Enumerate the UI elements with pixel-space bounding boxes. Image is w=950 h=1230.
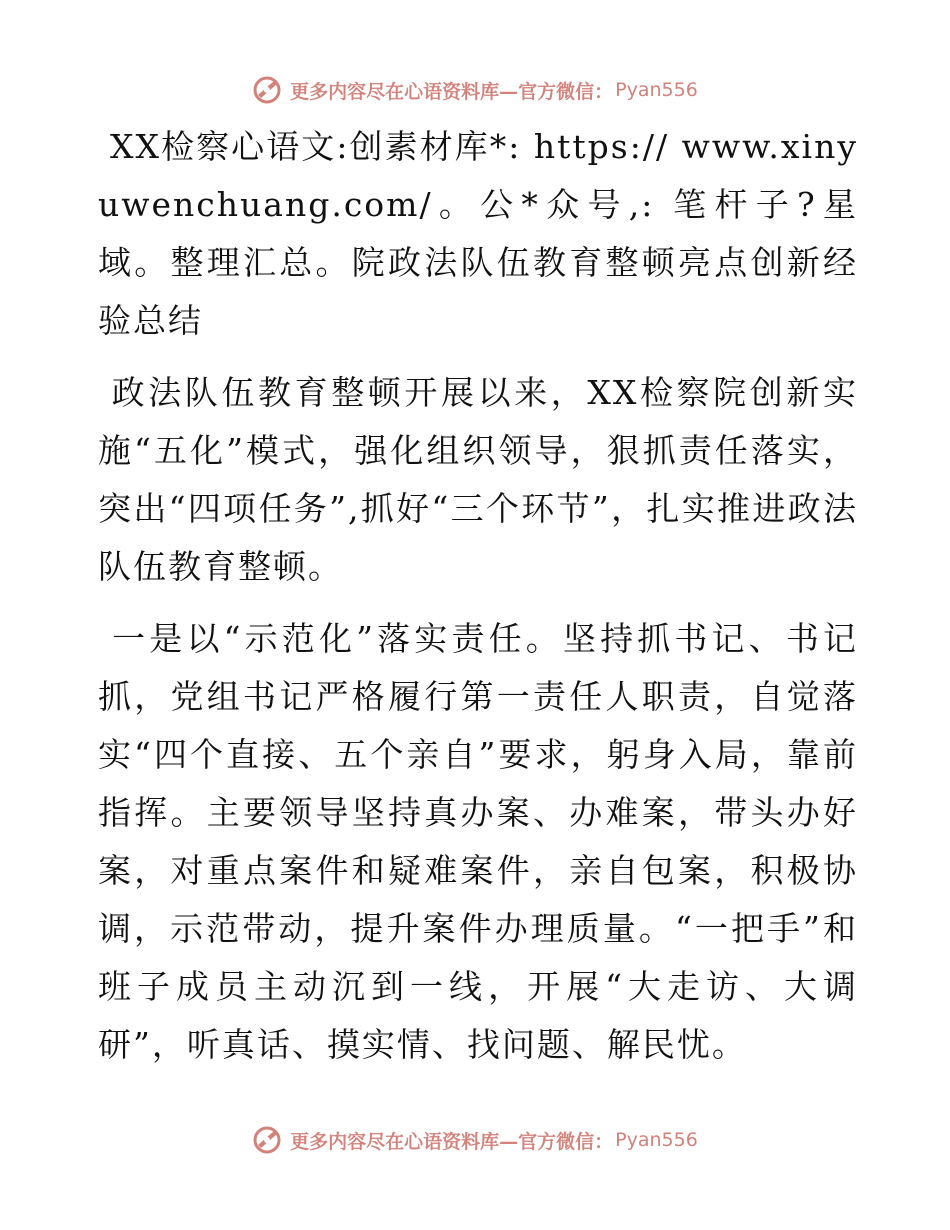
paragraph-overview [98,364,858,596]
paragraph-point-one [98,610,858,1074]
brand-logo-icon [252,1125,282,1155]
brand-logo-icon [252,75,282,105]
watermark-text: 更多内容尽在心语资料库—官方微信： [290,80,614,103]
footer-watermark [0,1120,950,1160]
paragraph-intro [98,118,858,350]
watermark-account: Pyan556 [615,1129,698,1151]
watermark-account: Pyan556 [615,79,698,101]
watermark-text: 更多内容尽在心语资料库—官方微信： [290,1130,614,1153]
document-body [98,118,858,1088]
header-watermark [0,70,950,110]
paragraph-overview-text: 政法队伍教育整顿开展以来，XX检察院创新实施“五化”模式，强化组织领导，狠抓责任落实，突出“四项任务”,抓好“三个环节”，扎实推进政法队伍教育整顿。 [98,373,858,586]
paragraph-intro-text: XX检察心语文:创素材库*: https:// www.xinyuwenchuang.com/。公*众号,: 笔杆子?星域。整理汇总。院政法队伍教育整顿亮点创新经验总结 [98,127,858,340]
paragraph-point-one-text: 一是以“示范化”落实责任。坚持抓书记、书记抓，党组书记严格履行第一责任人职责，自觉落实“四个直接、五个亲自”要求，躬身入局，靠前指挥。主要领导坚持真办案、办难案，带头办好案，对重点案件和疑难案件，亲自包案，积极协调，示范带动，提升案件办理质量。“一把手”和班子成员主动沉到一线，开展“大走访、大调研”，听真话、摸实情、找问题、解民忧。 [98,619,858,1064]
